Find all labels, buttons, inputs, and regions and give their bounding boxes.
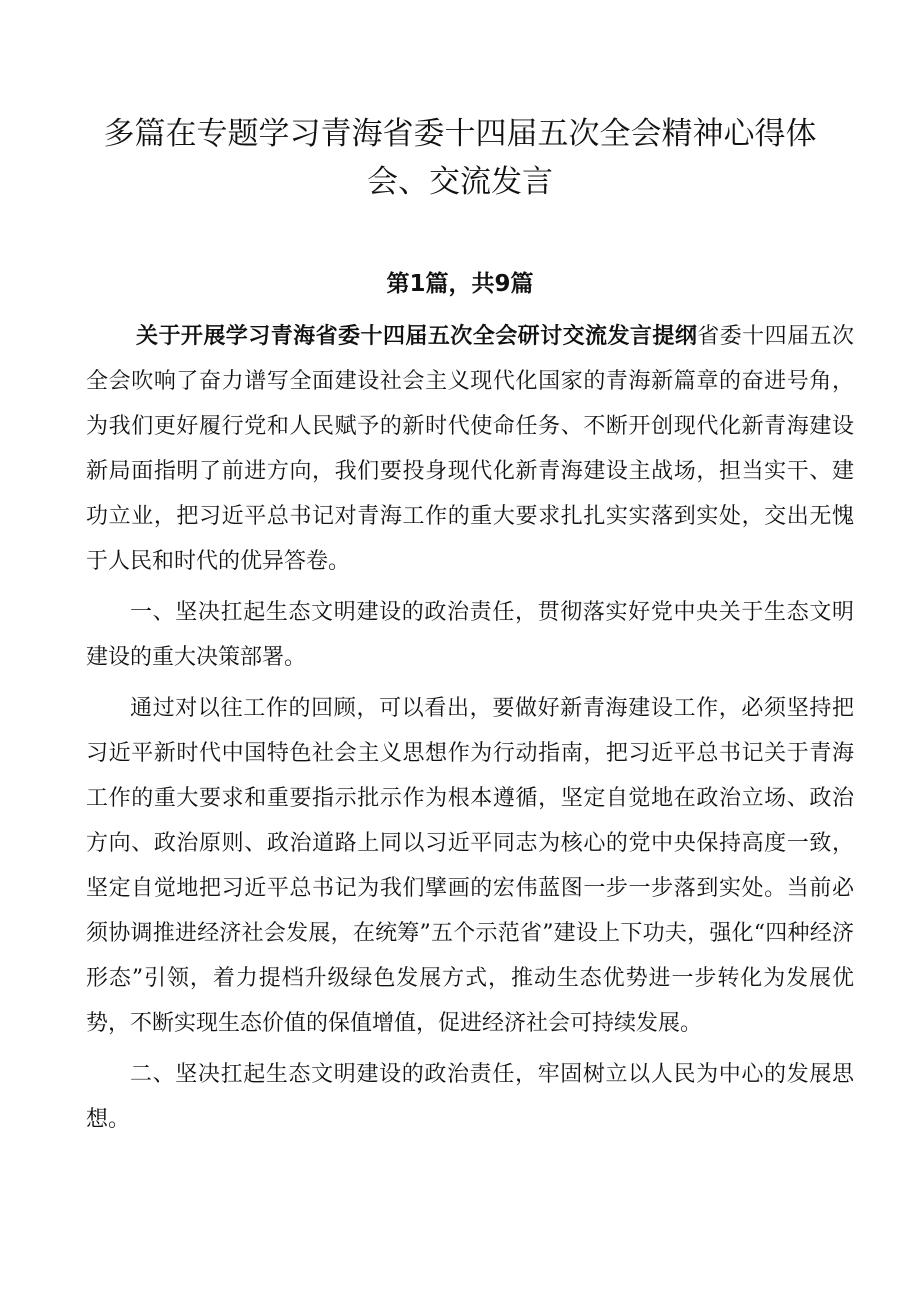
intro-paragraph bbox=[86, 314, 854, 584]
document-title-line-2: 会、交流发言 bbox=[367, 164, 553, 200]
document-title-line-1: 多篇在专题学习青海省委十四届五次全会精神心得体 bbox=[103, 116, 817, 152]
paragraph-3: 通过对以往工作的回顾，可以看出，要做好新青海建设工作，必须坚持把习近平新时代中国特色社会主义思想作为行动指南，把习近平总书记关于青海工作的重大要求和重要指示批示作为根本遵循，坚定自觉地在政治立场、政治方向、政治原则、政治道路上同以习近平同志为核心的党中央保持高度一致，坚定自觉地把习近平总书记为我们擘画的宏伟蓝图一步一步落到实处。当前必须协调推进经济社会发展，在统筹”五个示范省”建设上下功夫，强化“四种经济形态”引领，着力提档升级绿色发展方式，推动生态优势进一步转化为发展优势，不断实现生态价值的保值增值，促进经济社会可持续发展。 bbox=[86, 696, 854, 1036]
speech-heading: 关于开展学习青海省委十四届五次全会研讨交流发言提纲 bbox=[136, 324, 698, 349]
section-heading-1: 一、坚决扛起生态文明建设的政治责任，贯彻落实好党中央关于生态文明建设的重大决策部署。 bbox=[86, 600, 854, 670]
document-title bbox=[60, 110, 860, 206]
document-body bbox=[86, 314, 854, 1142]
section-heading-2: 二、坚决扛起生态文明建设的政治责任，牢固树立以人民为中心的发展思想。 bbox=[86, 1062, 854, 1132]
paragraph-1-text: 省委十四届五次全会吹响了奋力谱写全面建设社会主义现代化国家的青海新篇章的奋进号角，为我们更好履行党和人民赋予的新时代使命任务、不断开创现代化新青海建设新局面指明了前进方向，我们要投身现代化新青海建设主战场，担当实干、建功立业，把习近平总书记对青海工作的重大要求扎扎实实落到实处，交出无愧于人民和时代的优异答卷。 bbox=[86, 324, 854, 574]
part-label: 第1篇，共9篇 bbox=[386, 271, 534, 297]
